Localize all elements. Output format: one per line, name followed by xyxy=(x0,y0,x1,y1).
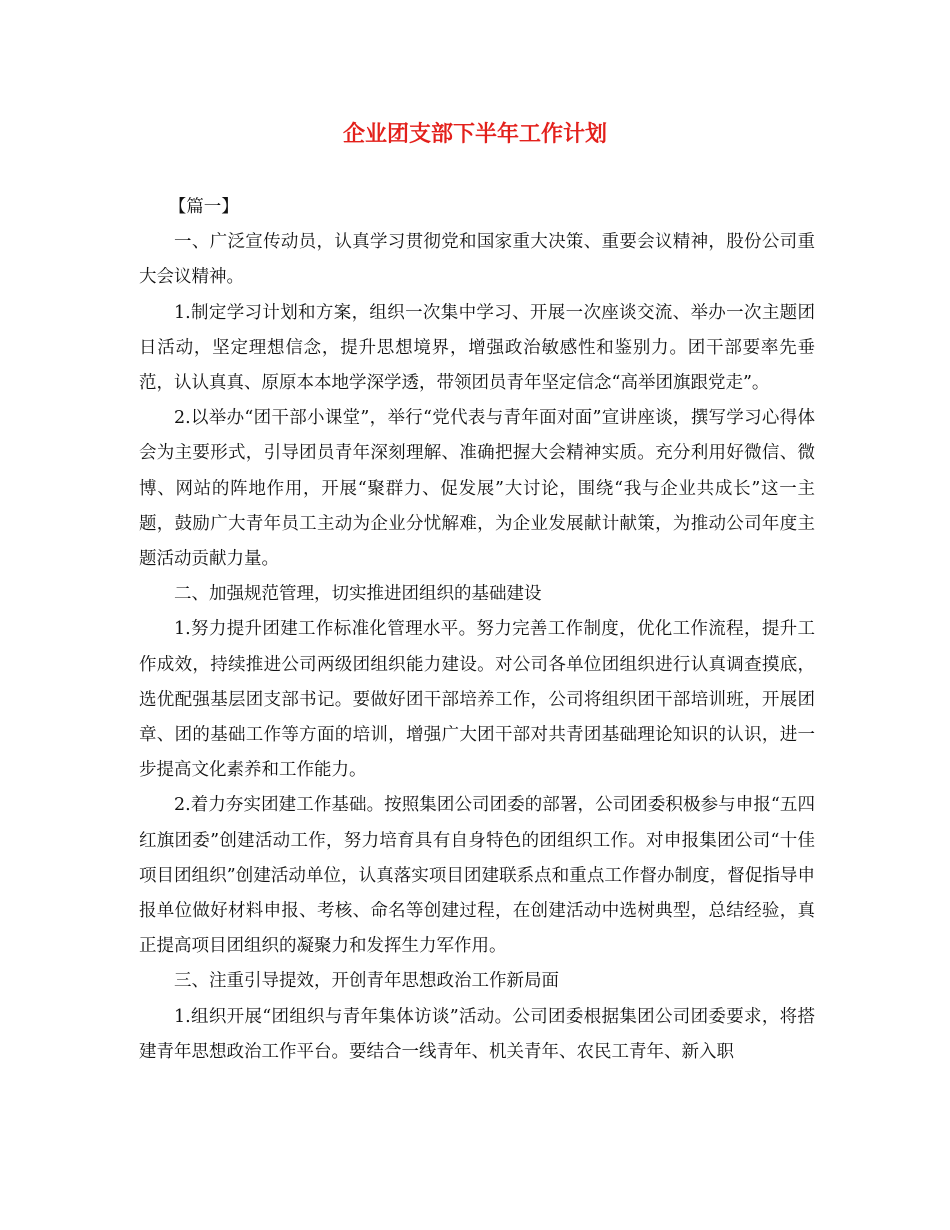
heading-3: 三、注重引导提效，开创青年思想政治工作新局面 xyxy=(174,971,559,992)
document-title: 企业团支部下半年工作计划 xyxy=(342,122,607,147)
heading-2: 二、加强规范管理，切实推进团组织的基础建设 xyxy=(174,584,542,605)
paragraph-2-1: 1.努力提升团建工作标准化管理水平。努力完善工作制度，优化工作流程，提升工作成效，持续推进公司两级团组织能力建设。对公司各单位团组织进行认真调查摸底，选优配强基层团支部书记。要做好团干部培养工作，公司将组织团干部培训班，开展团章、团的基础工作等方面的培训，增强广大团干部对共青团基础理论知识的认识，进一步提高文化素养和工作能力。 xyxy=(139,619,815,781)
heading-1: 一、广泛宣传动员，认真学习贯彻党和国家重大决策、重要会议精神，股份公司重大会议精神。 xyxy=(139,232,815,288)
paragraph-1-2: 2.以举办“团干部小课堂”，举行“党代表与青年面对面”宣讲座谈，撰写学习心得体会为主要形式，引导团员青年深刻理解、准确把握大会精神实质。充分利用好微信、微博、网站的阵地作用，开展“聚群力、促发展”大讨论，围绕“我与企业共成长”这一主题，鼓励广大青年员工主动为企业分忧解难，为企业发展献计献策，为推动公司年度主题活动贡献力量。 xyxy=(139,408,815,570)
paragraph-3-1: 1.组织开展“团组织与青年集体访谈”活动。公司团委根据集团公司团委要求，将搭建青年思想政治工作平台。要结合一线青年、机关青年、农民工青年、新入职 xyxy=(139,1006,815,1062)
paragraph-2-2: 2.着力夯实团建工作基础。按照集团公司团委的部署，公司团委积极参与申报“五四红旗团委”创建活动工作，努力培育具有自身特色的团组织工作。对申报集团公司“十佳项目团组织”创建活动单位，认真落实项目团建联系点和重点工作督办制度，督促指导申报单位做好材料申报、考核、命名等创建过程，在创建活动中选树典型，总结经验，真正提高项目团组织的凝聚力和发挥生力军作用。 xyxy=(139,795,815,957)
document-body xyxy=(139,190,815,1070)
section-marker: 【篇一】 xyxy=(168,197,239,217)
paragraph-1-1: 1.制定学习计划和方案，组织一次集中学习、开展一次座谈交流、举办一次主题团日活动，坚定理想信念，提升思想境界，增强政治敏感性和鉴别力。团干部要率先垂范，认认真真、原原本本地学深学透，带领团员青年坚定信念“高举团旗跟党走”。 xyxy=(139,302,815,394)
